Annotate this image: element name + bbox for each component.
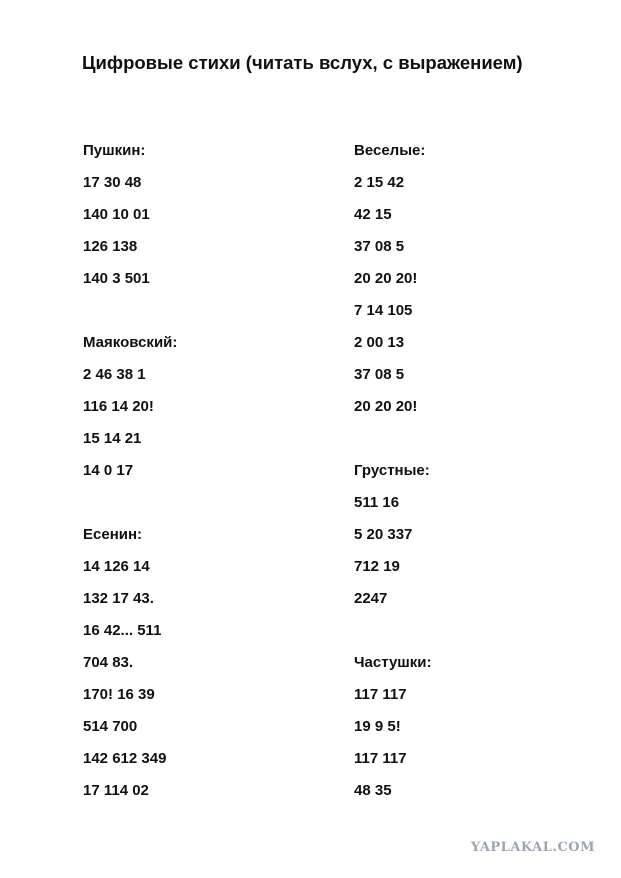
poem-line: 117 117 [354, 686, 407, 703]
poem-line: 704 83. [83, 654, 134, 671]
poem-line: 16 42... 511 [83, 622, 162, 639]
poem-line: 17 114 02 [83, 782, 149, 799]
poem-section-pushkin [83, 140, 323, 300]
poem-line: 2 46 38 1 [83, 366, 146, 383]
poem-section-mayakovsky [83, 332, 323, 492]
poem-line: 19 9 5! [354, 718, 401, 735]
section-spacer [354, 620, 594, 652]
watermark: YAPLAKAL.COM [470, 840, 595, 855]
section-heading: Грустные: [354, 462, 430, 479]
poem-line: 514 700 [83, 718, 138, 735]
poem-section-sad [354, 460, 594, 620]
poem-line: 142 612 349 [83, 750, 167, 767]
poem-line: 116 14 20! [83, 398, 154, 415]
poem-section-chastushki [354, 652, 594, 812]
poem-line: 126 138 [83, 238, 138, 255]
poem-line: 140 10 01 [83, 206, 150, 223]
poem-line: 712 19 [354, 558, 400, 575]
section-spacer [83, 492, 323, 524]
poem-line: 20 20 20! [354, 398, 418, 415]
poem-line: 20 20 20! [354, 270, 418, 287]
section-heading: Маяковский: [83, 334, 178, 351]
poem-line: 37 08 5 [354, 366, 405, 383]
right-column [354, 140, 594, 812]
poem-line: 37 08 5 [354, 238, 405, 255]
poem-line: 132 17 43. [83, 590, 154, 607]
section-spacer [83, 300, 323, 332]
section-heading: Есенин: [83, 526, 143, 543]
poem-line: 140 3 501 [83, 270, 150, 287]
section-heading: Частушки: [354, 654, 432, 671]
section-spacer [354, 428, 594, 460]
poem-line: 170! 16 39 [83, 686, 155, 703]
section-heading: Пушкин: [83, 142, 146, 159]
poem-line: 17 30 48 [83, 174, 142, 191]
poem-line: 117 117 [354, 750, 407, 767]
left-column [83, 140, 323, 812]
poem-line: 48 35 [354, 782, 392, 799]
poem-line: 2247 [354, 590, 388, 607]
poem-line: 2 00 13 [354, 334, 405, 351]
poem-line: 7 14 105 [354, 302, 413, 319]
poem-section-esenin [83, 524, 323, 812]
poem-line: 15 14 21 [83, 430, 142, 447]
poem-line: 2 15 42 [354, 174, 405, 191]
poem-line: 511 16 [354, 494, 400, 511]
poem-line: 42 15 [354, 206, 392, 223]
poem-line: 14 0 17 [83, 462, 134, 479]
section-heading: Веселые: [354, 142, 426, 159]
poem-section-cheerful [354, 140, 594, 428]
poem-line: 14 126 14 [83, 558, 150, 575]
poem-line: 5 20 337 [354, 526, 413, 543]
page-title: Цифровые стихи (читать вслух, с выражением) [82, 52, 523, 73]
